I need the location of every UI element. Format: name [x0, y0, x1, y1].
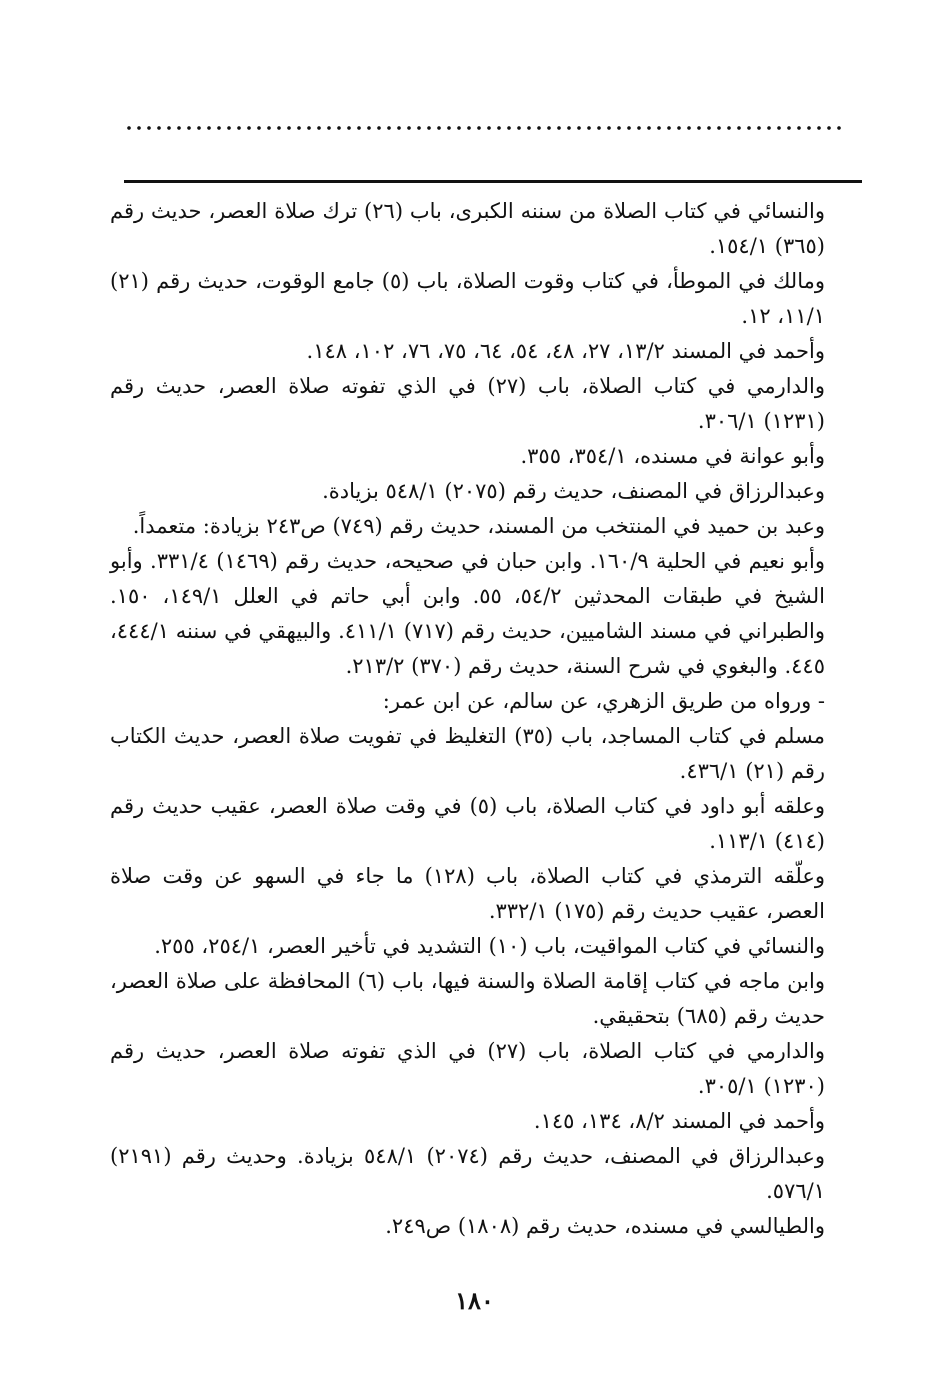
footnote-paragraph: وابن ماجه في كتاب إقامة الصلاة والسنة فيها، باب (٦) المحافظة على صلاة العصر، حديث رقم (٦٨٥) بتحقيقي.: [110, 969, 825, 1028]
footnote-paragraph: والطيالسي في مسنده، حديث رقم (١٨٠٨) ص٢٤٩.: [385, 1214, 825, 1238]
footnote-paragraph: والنسائي في كتاب المواقيت، باب (١٠) التشديد في تأخير العصر، ٢٥٤/١، ٢٥٥.: [154, 934, 825, 958]
footnote-paragraph: وأحمد في المسند ١٣/٢، ٢٧، ٤٨، ٥٤، ٦٤، ٧٥، ٧٦، ١٠٢، ١٤٨.: [306, 339, 825, 363]
footnotes: [110, 194, 825, 1244]
footnote-paragraph: وأحمد في المسند ٨/٢، ١٣٤، ١٤٥.: [533, 1109, 825, 1133]
footnote-paragraph: والدارمي في كتاب الصلاة، باب (٢٧) في الذي تفوته صلاة العصر، حديث رقم (١٢٣٠) ٣٠٥/١.: [110, 1039, 825, 1098]
footnote-paragraph: ومالك في الموطأ، في كتاب وقوت الصلاة، باب (٥) جامع الوقوت، حديث رقم (٢١) ١١/١، ١٢.: [110, 269, 825, 328]
footnote-paragraph: والدارمي في كتاب الصلاة، باب (٢٧) في الذي تفوته صلاة العصر، حديث رقم (١٢٣١) ٣٠٦/١.: [110, 374, 825, 433]
footnote-paragraph: والنسائي في كتاب الصلاة من سننه الكبرى، باب (٢٦) ترك صلاة العصر، حديث رقم (٣٦٥) ١٥٤/١.: [110, 199, 825, 258]
footnote-paragraph: وعبدالرزاق في المصنف، حديث رقم (٢٠٧٤) ٥٤٨/١ بزيادة. وحديث رقم (٢١٩١) ٥٧٦/١.: [110, 1144, 825, 1203]
footnote-rule: [124, 180, 862, 183]
footnote-paragraph: وعبد بن حميد في المنتخب من المسند، حديث رقم (٧٤٩) ص٢٤٣ بزيادة: متعمداً.: [132, 514, 825, 538]
dotted-separator: [124, 124, 844, 132]
footnote-paragraph: وعلقه أبو داود في كتاب الصلاة، باب (٥) في وقت صلاة العصر، عقيب حديث رقم (٤١٤) ١١٣/١.: [110, 794, 825, 853]
footnote-paragraph: وعبدالرزاق في المصنف، حديث رقم (٢٠٧٥) ٥٤٨/١ بزيادة.: [322, 479, 825, 503]
footnote-paragraph: وأبو عوانة في مسنده، ٣٥٤/١، ٣٥٥.: [520, 444, 825, 468]
footnote-paragraph: وأبو نعيم في الحلية ١٦٠/٩. وابن حبان في صحيحه، حديث رقم (١٤٦٩) ٣٣١/٤. وأبو الشيخ في طبقات المحدثين ٥٤/٢، ٥٥. وابن أبي حاتم في العلل ١٤٩/١، ١٥٠. والطبراني في مسند الشاميين، حديث رقم (٧١٧) ٤١١/١. والبيهقي في سننه ٤٤٤/١، ٤٤٥. والبغوي في شرح السنة، حديث رقم (٣٧٠) ٢١٣/٢.: [110, 549, 825, 678]
page-number: ١٨٠: [455, 1286, 494, 1315]
footnote-paragraph: مسلم في كتاب المساجد، باب (٣٥) التغليظ في تفويت صلاة العصر، حديث الكتاب رقم (٢١) ٤٣٦/١.: [110, 724, 825, 783]
footnote-paragraph: - ورواه من طريق الزهري، عن سالم، عن ابن عمر:: [382, 689, 825, 713]
footnote-paragraph: وعلّقه الترمذي في كتاب الصلاة، باب (١٢٨) ما جاء في السهو عن وقت صلاة العصر، عقيب حديث رقم (١٧٥) ٣٣٢/١.: [110, 864, 825, 923]
